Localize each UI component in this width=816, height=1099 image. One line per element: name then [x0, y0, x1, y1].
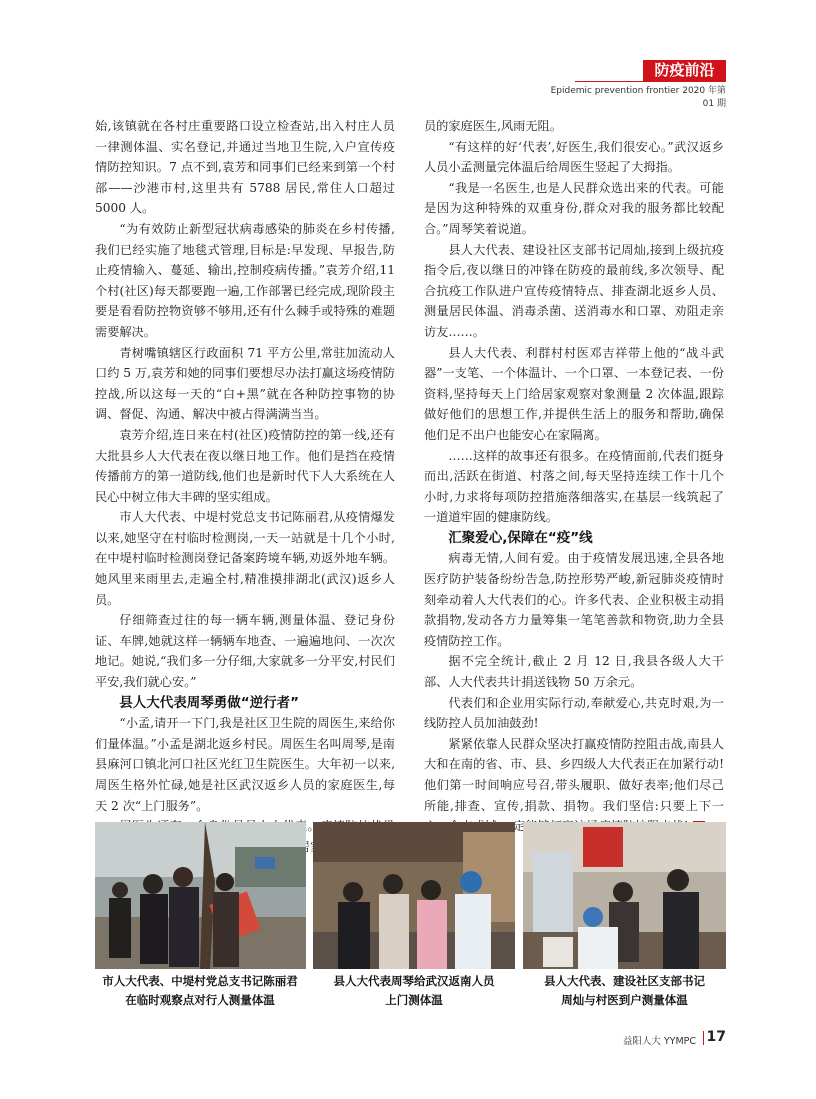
- article-paragraph: [95, 507, 395, 610]
- caption-line: 县人大代表、建设社区支部书记: [544, 974, 705, 988]
- caption-line: 上门测体温: [385, 993, 443, 1007]
- photo-checkpoint: [95, 822, 306, 969]
- paragraph-text: 据不完全统计,截止 2 月 12 日,我县各级人大干部、人大代表共计捐送钱物 50 万余元。: [424, 654, 724, 690]
- footer-divider: [703, 1031, 704, 1045]
- paragraph-text: “我是一名医生,也是人民群众选出来的代表。可能是因为这种特殊的双重身份,群众对我的服务都比较配合。”周琴笑着说道。: [424, 180, 724, 236]
- paragraph-text: “为有效防止新型冠状病毒感染的肺炎在乡村传播,我们已经实施了地毯式管理,目标是:早发现、早报告,防止疫情输入、蔓延、输出,控制疫病传播。”袁芳介绍,11 个村(社区)每天都要跑一遍,工作部署已经完成,现阶段主要是看看防控物资够不够用,还有什么棘手或特殊的难题需要解决。: [95, 221, 395, 339]
- issue-subtitle: Epidemic prevention frontier 2020 年第 01 期: [550, 86, 726, 109]
- photo-caption-1: [88, 972, 312, 1010]
- paragraph-text: 紧紧依靠人民群众坚决打赢疫情防控阻击战,南县人大和在南的省、市、县、乡四级人大代表正在加紧行动! 他们第一时间响应号召,带头履职、做好表率;他们尽己所能,排查、宣传,捐款、捐物。我们坚信:只要上下一 定: [424, 736, 724, 834]
- article-paragraph: [95, 610, 395, 692]
- article-paragraph: [424, 178, 724, 240]
- page-number: 17: [706, 1029, 726, 1045]
- page-footer: [560, 1030, 726, 1046]
- publication-name: 益阳人大 YYMPC: [622, 1036, 696, 1047]
- article-paragraph: [95, 343, 395, 425]
- photo-caption-2: [313, 972, 515, 1010]
- article-paragraph: [424, 446, 724, 528]
- paragraph-text: 仔细筛查过往的每一辆车辆,测量体温、登记身份证、车牌,她就这样一辆辆车地查、一遍遍地问、一次次地记。她说,“我们多一分仔细,大家就多一分平安,村民们平安,我们就心安。”: [95, 613, 395, 690]
- section-heading: [95, 693, 395, 714]
- article-paragraph: [95, 425, 395, 507]
- caption-line: 周灿与村医到户测量体温: [561, 993, 688, 1007]
- paragraph-text: 袁芳介绍,连日来在村(社区)疫情防控的第一线,还有大批县乡人大代表在夜以继日地工作。他们是挡在疫情传播前方的第一道防线,他们也是新时代下人大系统在人民心中树立伟大丰碑的坚实组成。: [95, 427, 395, 504]
- section-tag: 防疫前沿: [643, 60, 726, 81]
- article-column-right: [424, 116, 724, 837]
- article-paragraph: [424, 693, 724, 734]
- photo-home-visit: [313, 822, 515, 969]
- paragraph-text: 县人大代表、建设社区支部书记周灿,接到上级抗疫指令后,夜以继日的冲锋在防疫的最前线,多次领导、配合抗疫工作队进户宣传疫情特点、排查湖北返乡人员、测量居民体温、消毒杀菌、送消毒水和口罩、劝阻走亲访友……。: [424, 242, 724, 339]
- paragraph-text: 县人大代表、利群村村医邓吉祥带上他的“战斗武器”一支笔、一个体温计、一个口罩、一本登记表、一份资料,坚持每天上门给居家观察对象测量 2 次体温,跟踪做好他们的思想工作,并提供生活上的服务和帮助,确保他们足不出户也能安心在家隔离。: [424, 345, 724, 442]
- paragraph-text: ……这样的故事还有很多。在疫情面前,代表们挺身而出,活跃在街道、村落之间,每天坚持连续工作十几个小时,力求将每项防控措施落细落实,在基层一线筑起了一道道牢固的健康防线。: [424, 448, 724, 525]
- article-paragraph: [424, 240, 724, 343]
- caption-line: 在临时观察点对行人测量体温: [125, 993, 275, 1007]
- photo-household-check: [523, 822, 726, 969]
- caption-line: 市人大代表、中堤村党总支书记陈丽君: [102, 974, 298, 988]
- paragraph-text: “小孟,请开一下门,我是社区卫生院的周医生,来给你们量体温。”小孟是湖北返乡村民。周医生名叫周琴,是南县麻河口镇北河口社区光红卫生院医生。大年初一以来,周医生格外忙碌,她是社区武汉返乡人员的家庭医生,每天 2 次“上门服务”。: [95, 716, 395, 813]
- paragraph-text: 员的家庭医生,风雨无阻。: [424, 119, 562, 133]
- paragraph-text: 病毒无情,人间有爱。由于疫情发展迅速,全县各地医疗防护装备纷纷告急,防控形势严峻,新冠肺炎疫情时刻牵动着人大代表们的心。许多代表、企业积极主动捐款捐物,发动各方力量筹集一笔笔善款和物资,助力全县疫情防控工作。: [424, 551, 724, 648]
- paragraph-text: 县人大代表周琴勇做“逆行者”: [119, 694, 300, 711]
- paragraph-text: 代表们和企业用实际行动,奉献爱心,共克时艰,为一线防控人员加油鼓劲!: [424, 695, 724, 731]
- article-paragraph: [95, 116, 395, 219]
- paragraph-text: 青树嘴镇辖区行政面积 71 平方公里,常驻加流动人口约 5 万,袁芳和她的同事们要想尽办法打赢这场疫情防控战,所以这每一天的“白+黑”就在各种防控事物的协调、督促、沟通、解决中被占得满满当当。: [95, 345, 395, 422]
- article-paragraph: [424, 343, 724, 446]
- article-paragraph: [424, 651, 724, 692]
- header-rule: [575, 81, 726, 82]
- article-paragraph: [424, 548, 724, 651]
- caption-line: 县人大代表周琴给武汉返南人员: [333, 974, 495, 988]
- article-paragraph: [424, 116, 724, 137]
- article-column-left: [95, 116, 395, 857]
- article-paragraph: [95, 713, 395, 816]
- paragraph-text: 始,该镇就在各村庄重要路口设立检查站,出入村庄人员一律测体温、实名登记,并通过当地卫生院,入户宣传疫情防控知识。7 点不到,袁芳和同事们已经来到第一个村部——沙港市村,这里共有 5788 居民,常住人口超过 5000 人。: [95, 119, 395, 216]
- paragraph-text: 汇聚爱心,保障在“疫”线: [448, 529, 593, 546]
- paragraph-text: 市人大代表、中堤村党总支书记陈丽君,从疫情爆发以来,她坚守在村临时检测岗,一天一站就是十几个小时,在中堤村临时检测岗登记备案跨境车辆,劝返外地车辆。她风里来雨里去,走遍全村,精准摸排湖北(武汉)返乡人员。: [95, 510, 395, 607]
- photo-caption-3: [523, 972, 726, 1010]
- section-heading: [424, 528, 724, 549]
- paragraph-text: “有这样的好‘代表’,好医生,我们很安心。”武汉返乡人员小孟测量完体温后给周医生竖起了大拇指。: [424, 139, 724, 175]
- article-paragraph: [424, 137, 724, 178]
- article-paragraph: [95, 219, 395, 343]
